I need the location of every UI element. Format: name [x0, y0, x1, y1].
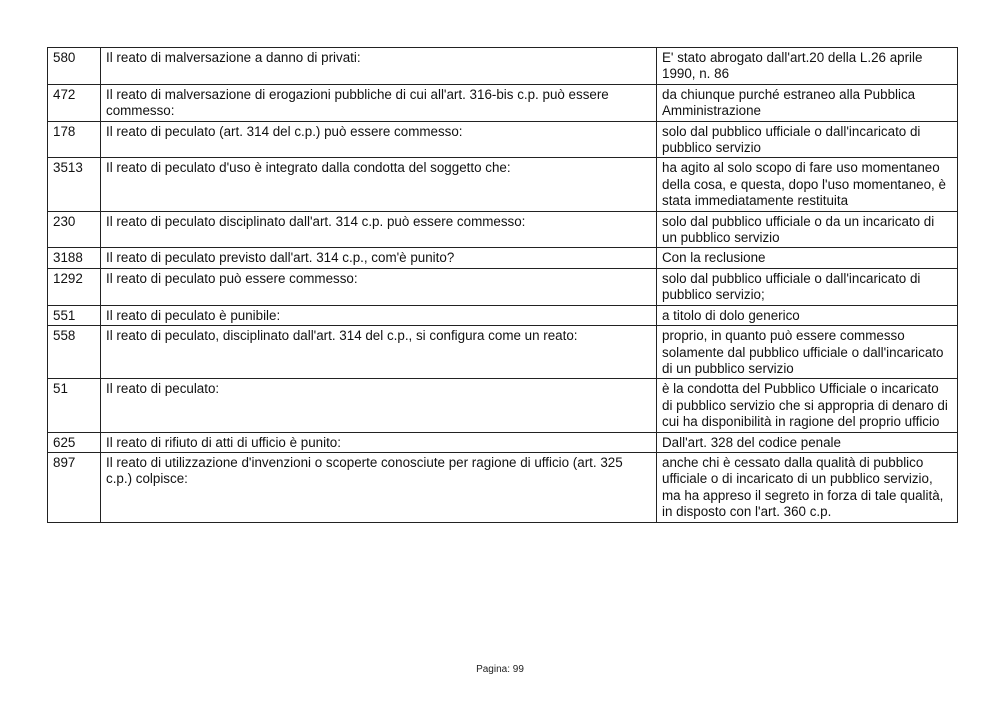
answer-text: proprio, in quanto può essere commesso solamente dal pubblico ufficiale o dall'incaricato di un pubblico servizio [657, 326, 958, 379]
answer-text: a titolo di dolo generico [657, 305, 958, 325]
question-id: 3188 [48, 248, 101, 268]
answer-text: Dall'art. 328 del codice penale [657, 432, 958, 452]
answer-text: ha agito al solo scopo di fare uso momentaneo della cosa, e questa, dopo l'uso momentaneo, è stata immediatamente restituita [657, 158, 958, 211]
question-id: 178 [48, 121, 101, 158]
question-id: 472 [48, 84, 101, 121]
answer-text: è la condotta del Pubblico Ufficiale o incaricato di pubblico servizio che si appropria di denaro di cui ha disponibilità in ragione del proprio ufficio [657, 379, 958, 432]
question-text: Il reato di utilizzazione d'invenzioni o scoperte conosciute per ragione di ufficio (art. 325 c.p.) colpisce: [101, 452, 657, 522]
answer-text: E' stato abrogato dall'art.20 della L.26 aprile 1990, n. 86 [657, 48, 958, 85]
question-id: 51 [48, 379, 101, 432]
question-id: 1292 [48, 268, 101, 305]
question-id: 897 [48, 452, 101, 522]
answer-text: Con la reclusione [657, 248, 958, 268]
question-id: 580 [48, 48, 101, 85]
answer-text: da chiunque purché estraneo alla Pubblica Amministrazione [657, 84, 958, 121]
answer-text: solo dal pubblico ufficiale o dall'incaricato di pubblico servizio [657, 121, 958, 158]
question-id: 230 [48, 211, 101, 248]
question-text: Il reato di peculato può essere commesso: [101, 268, 657, 305]
question-text: Il reato di peculato è punibile: [101, 305, 657, 325]
question-id: 3513 [48, 158, 101, 211]
question-text: Il reato di peculato previsto dall'art. 314 c.p., com'è punito? [101, 248, 657, 268]
table-row [48, 211, 958, 248]
table-row [48, 326, 958, 379]
table-row [48, 248, 958, 268]
table-row [48, 84, 958, 121]
table-row [48, 121, 958, 158]
question-text: Il reato di peculato: [101, 379, 657, 432]
table-row [48, 158, 958, 211]
question-table [47, 47, 958, 523]
table-row [48, 305, 958, 325]
answer-text: solo dal pubblico ufficiale o dall'incaricato di pubblico servizio; [657, 268, 958, 305]
question-id: 551 [48, 305, 101, 325]
answer-text: anche chi è cessato dalla qualità di pubblico ufficiale o di incaricato di un pubblico servizio, ma ha appreso il segreto in forza di tale qualità, in disposto con l'art. 360 c.p. [657, 452, 958, 522]
question-text: Il reato di peculato (art. 314 del c.p.) può essere commesso: [101, 121, 657, 158]
question-text: Il reato di peculato d'uso è integrato dalla condotta del soggetto che: [101, 158, 657, 211]
table-row [48, 268, 958, 305]
question-text: Il reato di malversazione di erogazioni pubbliche di cui all'art. 316-bis c.p. può essere commesso: [101, 84, 657, 121]
question-text: Il reato di rifiuto di atti di ufficio è punito: [101, 432, 657, 452]
table-row [48, 48, 958, 85]
question-id: 625 [48, 432, 101, 452]
table-row [48, 432, 958, 452]
answer-text: solo dal pubblico ufficiale o da un incaricato di un pubblico servizio [657, 211, 958, 248]
table-row [48, 379, 958, 432]
page-number: Pagina: 99 [476, 664, 524, 675]
question-text: Il reato di peculato, disciplinato dall'art. 314 del c.p., si configura come un reato: [101, 326, 657, 379]
table-row [48, 452, 958, 522]
question-text: Il reato di peculato disciplinato dall'art. 314 c.p. può essere commesso: [101, 211, 657, 248]
question-id: 558 [48, 326, 101, 379]
question-text: Il reato di malversazione a danno di privati: [101, 48, 657, 85]
